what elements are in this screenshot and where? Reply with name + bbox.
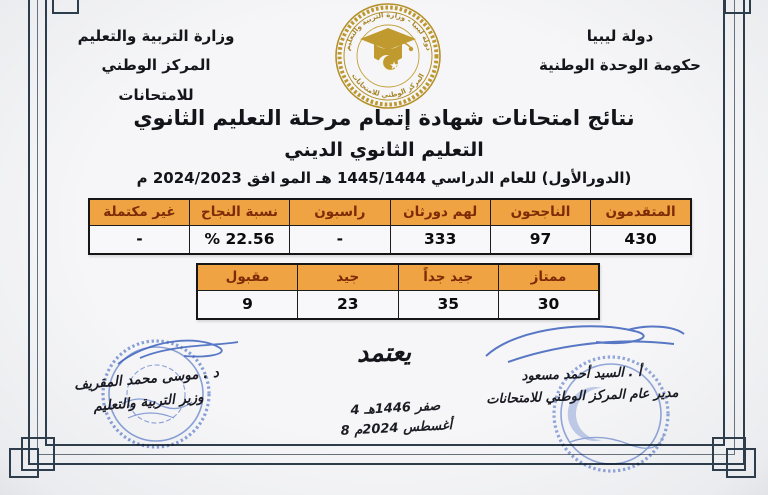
results-header-cell: الناجحون — [490, 199, 590, 225]
state-header-block — [530, 22, 710, 81]
minister-name: د . موسى محمد المقريف — [73, 364, 220, 394]
director-signature-block — [461, 360, 702, 413]
director-signature-scribble — [486, 326, 684, 362]
director-name: أ . السيد أحمد مسعود — [521, 364, 642, 385]
grades-value-cell: 9 — [197, 290, 298, 319]
frame-corner-ornament — [9, 448, 39, 478]
grades-header-cell: مقبول — [197, 264, 298, 290]
results-header-row — [89, 199, 691, 225]
date-block — [317, 395, 475, 443]
hijri-date: 4 صفر 1446هـ — [350, 398, 441, 419]
exam-center-name: المركز الوطني للامتحانات — [101, 56, 211, 104]
state-name: دولة ليبيا — [586, 27, 654, 45]
results-value-cell: 333 — [390, 225, 490, 254]
grades-value-cell: 30 — [499, 290, 600, 319]
results-table — [88, 198, 692, 255]
results-header-cell: المتقدمون — [591, 199, 691, 225]
grades-value-row — [197, 290, 599, 319]
ministry-header-block — [66, 22, 246, 110]
grades-value-cell: 23 — [298, 290, 399, 319]
pass-rate-value: % 22.56 — [204, 230, 275, 249]
results-header-cell: لهم دورثان — [390, 199, 490, 225]
results-value-row — [89, 225, 691, 254]
government-name: حكومة الوحدة الوطنية — [539, 56, 701, 75]
minister-title: وزير التربية والتعليم — [92, 389, 205, 415]
svg-text:المركز الوطني للامتحانات — [350, 72, 426, 99]
frame-corner-ornament — [724, 0, 751, 14]
director-title: مدير عام المركز الوطني للامتحانات — [486, 385, 679, 408]
frame-corner-ornament — [726, 448, 756, 478]
seal-arc-top-text: دولة ليبيا - وزارة التربية والتعليم — [343, 10, 433, 52]
grades-header-row — [197, 264, 599, 290]
ministry-seal-icon — [334, 2, 442, 110]
results-value-cell: - — [290, 225, 390, 254]
seal-arc-bottom-text: المركز الوطني للامتحانات — [349, 72, 426, 100]
ministry-name: وزارة التربية والتعليم — [77, 27, 235, 45]
crescent-star-icon — [378, 55, 398, 73]
results-header-cell: راسبون — [290, 199, 390, 225]
gregorian-date: 8 أغسطس 2024م — [340, 418, 453, 440]
frame-corner-ornament — [52, 0, 79, 14]
results-value-cell: 430 — [591, 225, 691, 254]
division-title: التعليم الثانوي الديني — [284, 139, 484, 161]
results-value-cell: - — [89, 225, 189, 254]
grades-header-cell: ممتاز — [499, 264, 600, 290]
grades-header-cell: جيد — [298, 264, 399, 290]
grades-table — [196, 263, 600, 320]
results-header-cell: غير مكتملة — [89, 199, 189, 225]
approval-word: يعتمد — [356, 337, 412, 368]
results-value-cell: 97 — [490, 225, 590, 254]
session-title: (الدورالأول) للعام الدراسي 1445/1444 هـ المو افق 2024/2023 م — [136, 169, 632, 187]
main-title: نتائج امتحانات شهادة إتمام مرحلة التعليم الثانوي — [133, 106, 635, 130]
results-header-cell: نسبة النجاح — [189, 199, 289, 225]
results-value-cell — [189, 225, 289, 254]
grades-value-cell: 35 — [398, 290, 499, 319]
grades-header-cell: جيد جداً — [398, 264, 499, 290]
